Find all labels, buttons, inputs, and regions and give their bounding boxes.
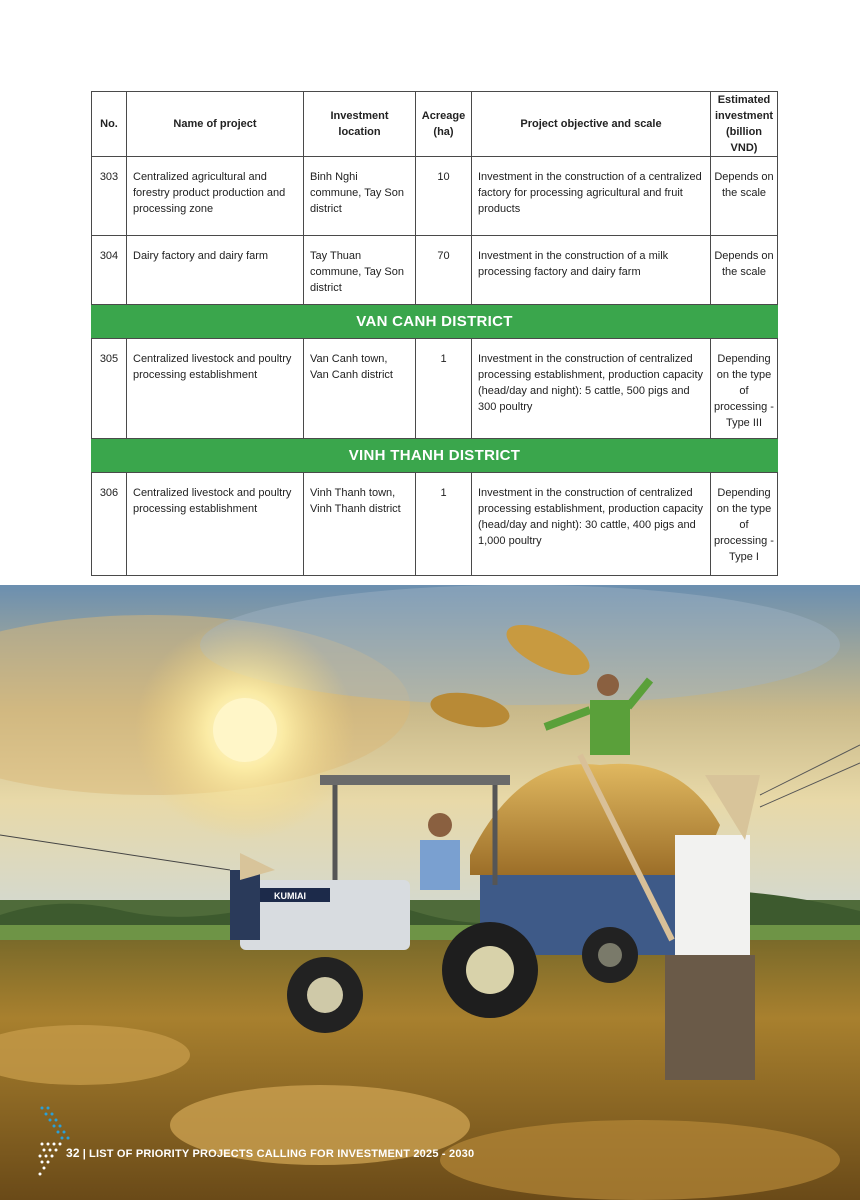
district-heading: VAN CANH DISTRICT — [92, 305, 778, 339]
row-objective: Investment in the construction of a centralized factory for processing agricultural and fruit products — [472, 157, 711, 236]
header-location: Investment location — [304, 92, 416, 157]
header-name: Name of project — [127, 92, 304, 157]
header-no: No. — [92, 92, 127, 157]
table-row — [92, 236, 778, 305]
row-project-name: Dairy factory and dairy farm — [127, 236, 304, 305]
table-row — [92, 473, 778, 576]
worker-left — [230, 870, 260, 940]
header-acreage: Acreage (ha) — [416, 92, 472, 157]
row-project-name: Centralized livestock and poultry processing establishment — [127, 339, 304, 439]
dots-decoration-icon — [38, 1106, 78, 1178]
row-acreage: 1 — [416, 473, 472, 576]
footer-separator: | — [82, 1148, 87, 1160]
header-investment: Estimated investment (billion VND) — [711, 92, 778, 157]
table-header-row — [92, 92, 778, 157]
row-objective: Investment in the construction of centralized processing establishment, production capacity (head/day and night): 5 cattle, 500 pigs and 300 poultry — [472, 339, 711, 439]
row-acreage: 10 — [416, 157, 472, 236]
row-project-name: Centralized livestock and poultry processing establishment — [127, 473, 304, 576]
row-acreage: 1 — [416, 339, 472, 439]
page-number: 32 — [66, 1146, 80, 1160]
row-location: Van Canh town, Van Canh district — [304, 339, 416, 439]
driver — [420, 840, 460, 890]
row-location: Binh Nghi commune, Tay Son district — [304, 157, 416, 236]
table-row — [92, 339, 778, 439]
row-investment: Depending on the type of processing - Type III — [711, 339, 778, 439]
worker-front — [675, 835, 750, 955]
district-band-vinh-thanh — [92, 439, 778, 473]
sun — [213, 698, 277, 762]
row-no: 306 — [92, 473, 127, 576]
row-location: Vinh Thanh town, Vinh Thanh district — [304, 473, 416, 576]
footer-title: LIST OF PRIORITY PROJECTS CALLING FOR INVESTMENT 2025 - 2030 — [89, 1148, 475, 1160]
row-investment: Depending on the type of processing - Type I — [711, 473, 778, 576]
district-heading: VINH THANH DISTRICT — [92, 439, 778, 473]
projects-table-container — [91, 91, 777, 576]
table-row — [92, 157, 778, 236]
row-acreage: 70 — [416, 236, 472, 305]
row-no: 303 — [92, 157, 127, 236]
row-no: 305 — [92, 339, 127, 439]
projects-table — [91, 91, 778, 576]
row-objective: Investment in the construction of a milk processing factory and dairy farm — [472, 236, 711, 305]
header-objective: Project objective and scale — [472, 92, 711, 157]
worker-on-load — [590, 700, 630, 755]
row-investment: Depends on the scale — [711, 236, 778, 305]
page-footer — [38, 1106, 475, 1178]
row-objective: Investment in the construction of centralized processing establishment, production capacity (head/day and night): 30 cattle, 400 pigs and 1,000 poultry — [472, 473, 711, 576]
tractor-canopy — [320, 775, 510, 785]
row-project-name: Centralized agricultural and forestry product production and processing zone — [127, 157, 304, 236]
tractor-brand-text: KUMIAI — [274, 891, 306, 901]
footer-text — [66, 1146, 474, 1160]
district-band-van-canh — [92, 305, 778, 339]
row-investment: Depends on the scale — [711, 157, 778, 236]
row-no: 304 — [92, 236, 127, 305]
row-location: Tay Thuan commune, Tay Son district — [304, 236, 416, 305]
hay-bundle — [440, 1120, 840, 1200]
